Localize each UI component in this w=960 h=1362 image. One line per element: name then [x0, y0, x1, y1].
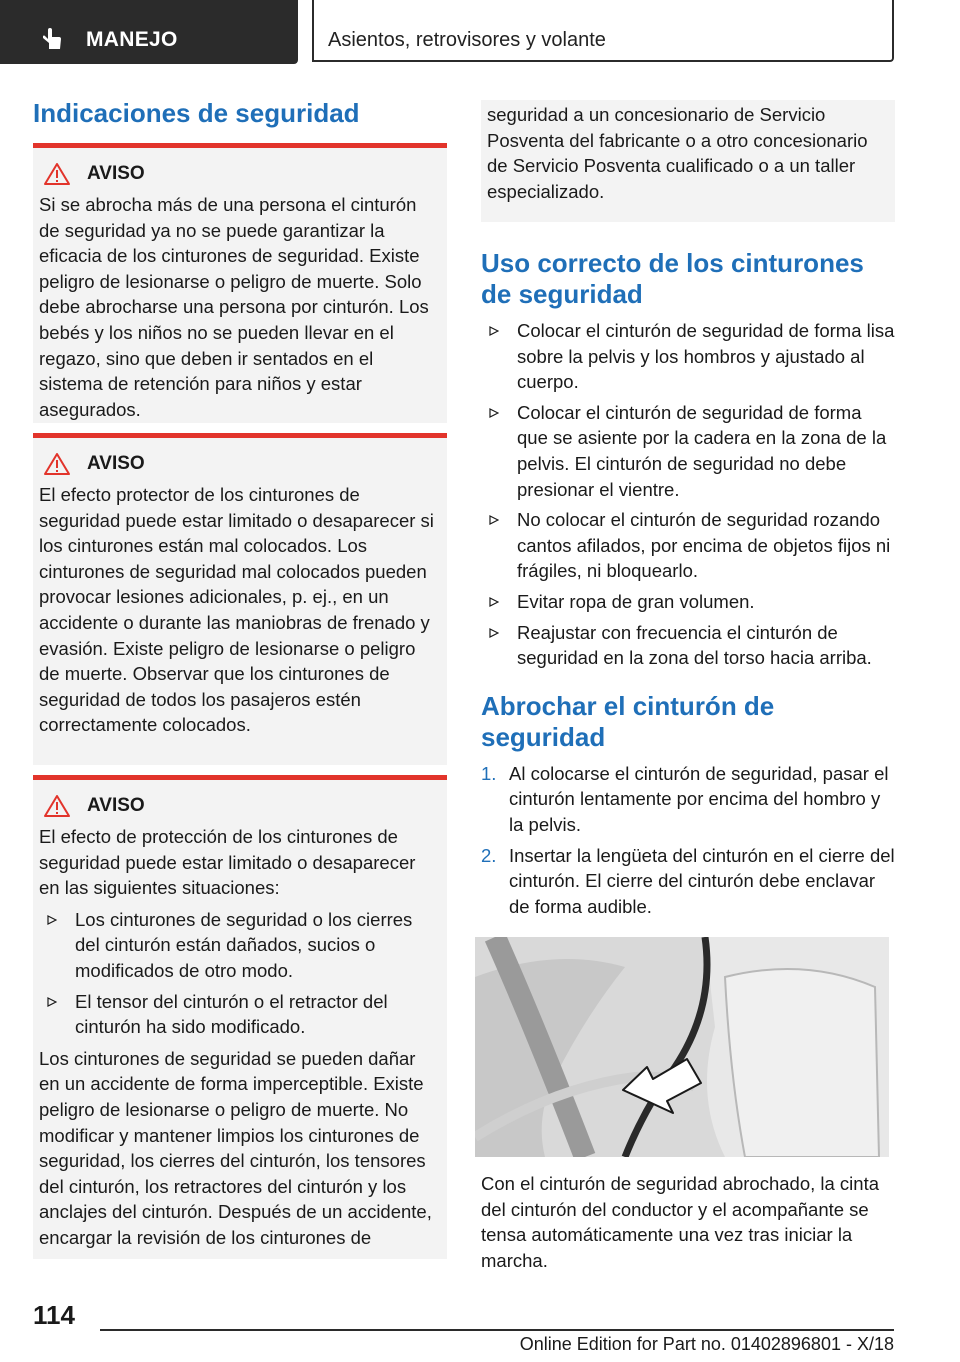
list-item [481, 843, 895, 920]
warning-triangle-icon [43, 794, 71, 818]
fasten-steps-list [481, 761, 895, 920]
list-item [481, 761, 895, 838]
triangle-bullet-icon [47, 997, 57, 1007]
warning-box-3 [33, 775, 447, 1259]
list-item: Colocar el cinturón de seguridad de forma lisa sobre la pelvis y los hombros y ajustado al cuerpo. [481, 318, 895, 395]
triangle-bullet-icon [489, 408, 499, 418]
section-label: MANEJO [86, 28, 178, 51]
section-title-fasten: Abrochar el cinturón de seguridad [481, 690, 775, 752]
triangle-bullet-icon [489, 597, 499, 607]
warning-bullet-list [39, 907, 440, 1040]
subsection-title: Asientos, retrovisores y volante [328, 29, 606, 51]
correct-use-list [481, 318, 895, 671]
triangle-bullet-icon [489, 628, 499, 638]
section-title-safety: Indicaciones de seguridad [33, 98, 360, 128]
warning-intro: El efecto de protección de los cinturones de seguridad puede estar limitado o desaparecer en las siguientes situaciones: [39, 826, 416, 899]
warning-label: AVISO [87, 795, 145, 816]
list-item: No colocar el cinturón de seguridad rozando cantos afilados, por encima de objetos fijos ni frágiles, ni bloquearlo. [481, 507, 895, 584]
list-item: Evitar ropa de gran volumen. [481, 589, 895, 615]
triangle-bullet-icon [489, 326, 499, 336]
warning-box-2 [33, 433, 447, 765]
warning-triangle-icon [43, 452, 71, 476]
warning-box-1 [33, 143, 447, 423]
warning-text: El efecto protector de los cinturones de seguridad puede estar limitado o desaparecer si los cinturones están mal colocados. Los cinturones de seguridad mal colocados pueden provocar lesiones adicionales, p. ej., en un accidente o durante las maniobras de frenado y evasión. Existe peligro de lesionarse o peligro de muerte. Observar que los cinturones de seguridad de todos los pasajeros estén correctamente colocados. [39, 484, 434, 736]
list-item: El tensor del cinturón o el retractor del cinturón ha sido modificado. [39, 989, 440, 1040]
triangle-bullet-icon [489, 515, 499, 525]
step-text: Al colocarse el cinturón de seguridad, pasar el cinturón lentamente por encima del hombro y la pelvis. [509, 762, 889, 835]
step-number: 2. [481, 844, 497, 866]
subsection-tab [312, 0, 894, 62]
footer-divider [100, 1329, 894, 1331]
edition-info: Online Edition for Part no. 01402896801 - X/18 [519, 1334, 894, 1354]
left-column [33, 98, 447, 1259]
warning-text: Si se abrocha más de una persona el cinturón de seguridad ya no se puede garantizar la eficacia de los cinturones de seguridad. Existe peligro de lesionarse o peligro de muerte. Solo debe abrocharse una persona por cinturón. Los bebés y los niños no se pueden llevar en el regazo, sino que deben ir sentados en el sistema de retención para niños y estar asegurados. [39, 194, 429, 420]
figure-caption: Con el cinturón de seguridad abrochado, la cinta del cinturón del conductor y el acompañante se tensa automáticamente una vez tras iniciar la marcha. [481, 1173, 880, 1272]
step-text: Insertar la lengüeta del cinturón en el cierre del cinturón. El cierre del cinturón debe enclavar de forma audible. [509, 844, 895, 917]
warning-text: Los cinturones de seguridad se pueden dañar en un accidente de forma imperceptible. Existe peligro de lesionarse o peligro de muerte. No modificar y mantener limpios los cinturones de seguridad, los cierres del cinturón, los tensores del cinturón, los retractores del cinturón y los anclajes del cinturón. Después de un accidente, encargar la revisión de los cinturones de [39, 1047, 432, 1248]
section-tab [0, 0, 298, 64]
list-item: Colocar el cinturón de seguridad de forma que se asiente por la cadera en la zona de la pelvis. El cinturón de seguridad no debe presionar el vientre. [481, 400, 895, 502]
warning-label: AVISO [87, 453, 145, 474]
step-number: 1. [481, 762, 497, 784]
warning-triangle-icon [43, 162, 71, 186]
section-title-correct-use: Uso correcto de los cinturones de seguridad [481, 248, 864, 309]
list-item: Los cinturones de seguridad o los cierres del cinturón están dañados, sucios o modificados de otro modo. [39, 907, 440, 984]
page-number: 114 [33, 1300, 75, 1330]
seat-drawing [475, 937, 889, 1157]
hand-steering-icon [40, 27, 64, 51]
warning-text-continued: seguridad a un concesionario de Servicio Posventa del fabricante o a otro concesionario de Servicio Posventa cualificado o a un taller especializado. [487, 104, 868, 202]
right-column [481, 100, 895, 1274]
triangle-bullet-icon [47, 915, 57, 925]
warning-box-3-continued [481, 100, 895, 222]
list-item: Reajustar con frecuencia el cinturón de seguridad en la zona del torso hacia arriba. [481, 620, 895, 671]
seatbelt-illustration [475, 937, 889, 1157]
warning-label: AVISO [87, 163, 145, 184]
